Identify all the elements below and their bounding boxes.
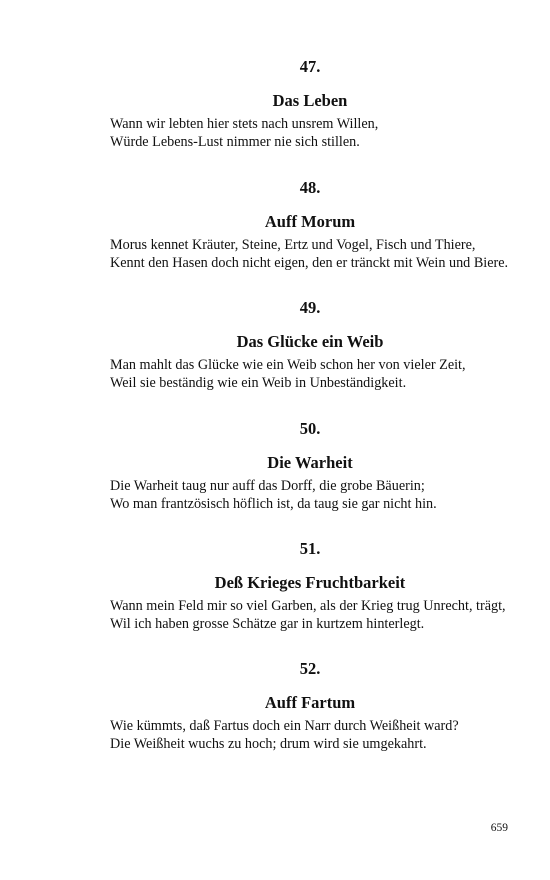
poem-line: Wann wir lebten hier stets nach unsrem Willen, [110, 116, 379, 132]
poem-text [110, 116, 510, 151]
poem-title: Das Glücke ein Weib [236, 332, 384, 351]
poem-line: Wo man frantzösisch höflich ist, da taug sie gar nicht hin. [110, 495, 437, 512]
poem-line: Man mahlt das Glücke wie ein Weib schon her von vieler Zeit, [110, 357, 466, 373]
poem-52 [110, 658, 510, 753]
poem-line: Wie kümmts, daß Fartus doch ein Narr durch Weißheit ward? [110, 718, 459, 734]
poem-title: Auff Fartum [264, 693, 356, 712]
poem-number: 49. [299, 298, 321, 317]
poem-number: 52. [299, 659, 321, 678]
poem-number: 48. [299, 178, 321, 197]
poem-line: Wil ich haben grosse Schätze gar in kurtzem hinterlegt. [110, 615, 425, 632]
poem-48 [110, 177, 510, 272]
page-number: 659 [490, 822, 508, 834]
poem-line: Morus kennet Kräuter, Steine, Ertz und Vogel, Fisch und Thiere, [110, 237, 476, 253]
poem-title: Auff Morum [264, 212, 356, 231]
poem-text [110, 357, 510, 392]
poem-text [110, 598, 510, 633]
poem-line: Wann mein Feld mir so viel Garben, als der Krieg trug Unrecht, trägt, [110, 598, 506, 614]
poem-49 [110, 297, 510, 392]
poem-number: 47. [299, 57, 321, 76]
poem-50 [110, 418, 510, 513]
poem-line: Die Weißheit wuchs zu hoch; drum wird sie umgekahrt. [110, 735, 427, 752]
poem-title: Deß Krieges Fruchtbarkeit [214, 573, 406, 592]
poem-title: Das Leben [272, 91, 348, 110]
poem-title: Die Warheit [267, 453, 353, 472]
poem-line: Würde Lebens-Lust nimmer nie sich stillen. [110, 133, 360, 150]
poem-47 [110, 56, 510, 151]
poem-line: Die Warheit taug nur auff das Dorff, die grobe Bäuerin; [110, 478, 425, 494]
poem-text [110, 478, 510, 513]
page-body [110, 56, 510, 753]
poem-number: 51. [299, 539, 321, 558]
poem-line: Kennt den Hasen doch nicht eigen, den er tränckt mit Wein und Biere. [110, 254, 509, 271]
poem-text [110, 718, 510, 753]
poem-text [110, 237, 510, 272]
poem-line: Weil sie beständig wie ein Weib in Unbeständigkeit. [110, 374, 407, 391]
poem-51 [110, 538, 510, 633]
poem-number: 50. [299, 419, 321, 438]
